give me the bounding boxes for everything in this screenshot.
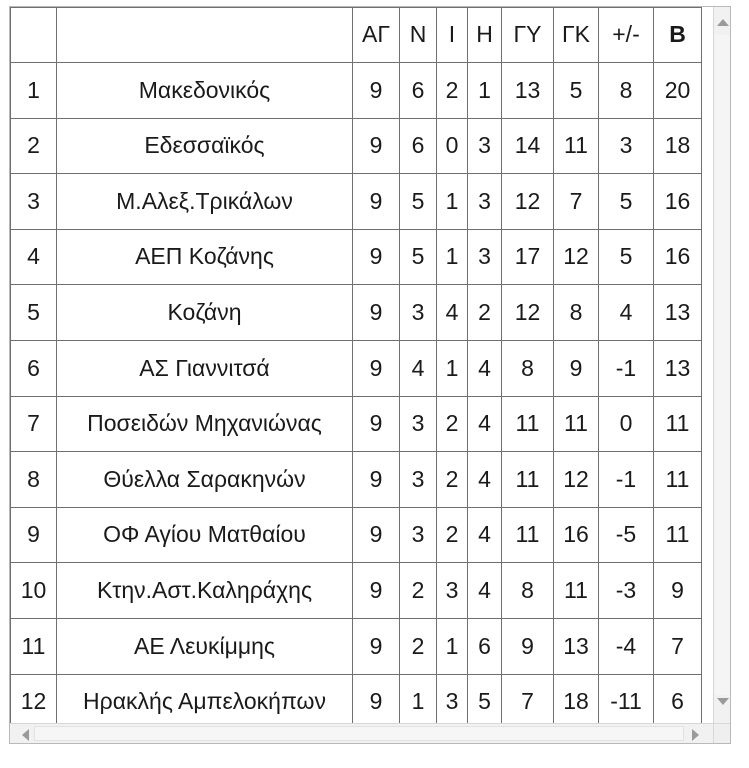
cell-rank: 5 — [11, 285, 57, 341]
cell-wins: 3 — [400, 396, 437, 452]
cell-matches-played: 9 — [353, 174, 400, 230]
cell-goals-for: 7 — [502, 674, 554, 723]
cell-losses: 3 — [468, 174, 502, 230]
standings-table-body — [11, 63, 702, 724]
cell-losses: 4 — [468, 340, 502, 396]
cell-rank: 9 — [11, 507, 57, 563]
cell-team-name: Κοζάνη — [57, 285, 353, 341]
cell-team-name: ΑΣ Γιαννιτσά — [57, 340, 353, 396]
cell-goal-difference: 5 — [599, 174, 654, 230]
scroll-right-arrow-icon[interactable] — [692, 729, 699, 741]
header-losses: Η — [468, 8, 502, 63]
header-wins: Ν — [400, 8, 437, 63]
table-row[interactable] — [11, 174, 702, 230]
cell-goal-difference: 0 — [599, 396, 654, 452]
header-points: Β — [654, 8, 702, 63]
cell-draws: 1 — [437, 229, 468, 285]
cell-goals-for: 12 — [502, 285, 554, 341]
cell-goals-for: 9 — [502, 618, 554, 674]
cell-points: 20 — [654, 63, 702, 119]
cell-draws: 3 — [437, 674, 468, 723]
cell-goals-for: 14 — [502, 118, 554, 174]
cell-goals-against: 11 — [554, 118, 599, 174]
cell-matches-played: 9 — [353, 340, 400, 396]
cell-team-name: Εδεσσαϊκός — [57, 118, 353, 174]
cell-goals-for: 13 — [502, 63, 554, 119]
cell-points: 7 — [654, 618, 702, 674]
standings-scroll-pane — [9, 6, 731, 744]
cell-goals-for: 11 — [502, 396, 554, 452]
header-row — [11, 8, 702, 63]
cell-team-name: ΟΦ Αγίου Ματθαίου — [57, 507, 353, 563]
cell-goal-difference: -4 — [599, 618, 654, 674]
cell-rank: 4 — [11, 229, 57, 285]
cell-losses: 1 — [468, 63, 502, 119]
table-row[interactable] — [11, 285, 702, 341]
cell-wins: 5 — [400, 229, 437, 285]
header-goal-difference: +/- — [599, 8, 654, 63]
scrollbar-corner — [713, 723, 730, 743]
cell-rank: 3 — [11, 174, 57, 230]
cell-wins: 2 — [400, 563, 437, 619]
cell-goals-for: 11 — [502, 452, 554, 508]
cell-draws: 2 — [437, 452, 468, 508]
cell-draws: 1 — [437, 174, 468, 230]
cell-team-name: Κτην.Αστ.Καληράχης — [57, 563, 353, 619]
cell-losses: 4 — [468, 452, 502, 508]
cell-matches-played: 9 — [353, 618, 400, 674]
horizontal-scrollbar-thumb[interactable] — [34, 726, 684, 741]
cell-rank: 8 — [11, 452, 57, 508]
cell-losses: 4 — [468, 507, 502, 563]
vertical-scrollbar[interactable] — [713, 7, 730, 723]
cell-draws: 3 — [437, 563, 468, 619]
scroll-down-arrow-icon[interactable] — [717, 698, 729, 705]
table-row[interactable] — [11, 118, 702, 174]
cell-wins: 2 — [400, 618, 437, 674]
cell-wins: 3 — [400, 285, 437, 341]
cell-goals-for: 17 — [502, 229, 554, 285]
cell-losses: 6 — [468, 618, 502, 674]
cell-goals-for: 11 — [502, 507, 554, 563]
table-row[interactable] — [11, 63, 702, 119]
cell-team-name: Μακεδονικός — [57, 63, 353, 119]
cell-wins: 3 — [400, 452, 437, 508]
cell-points: 16 — [654, 229, 702, 285]
table-row[interactable] — [11, 507, 702, 563]
cell-points: 9 — [654, 563, 702, 619]
cell-goals-for: 12 — [502, 174, 554, 230]
cell-team-name: Μ.Αλεξ.Τρικάλων — [57, 174, 353, 230]
cell-rank: 11 — [11, 618, 57, 674]
standings-table — [10, 7, 702, 723]
cell-goals-against: 8 — [554, 285, 599, 341]
cell-wins: 1 — [400, 674, 437, 723]
cell-points: 13 — [654, 285, 702, 341]
cell-draws: 0 — [437, 118, 468, 174]
cell-goals-for: 8 — [502, 340, 554, 396]
cell-matches-played: 9 — [353, 674, 400, 723]
cell-wins: 3 — [400, 507, 437, 563]
cell-goal-difference: 4 — [599, 285, 654, 341]
cell-matches-played: 9 — [353, 452, 400, 508]
cell-points: 18 — [654, 118, 702, 174]
cell-goals-against: 11 — [554, 563, 599, 619]
cell-draws: 1 — [437, 618, 468, 674]
cell-draws: 2 — [437, 63, 468, 119]
cell-matches-played: 9 — [353, 229, 400, 285]
cell-rank: 2 — [11, 118, 57, 174]
cell-rank: 7 — [11, 396, 57, 452]
cell-goals-against: 5 — [554, 63, 599, 119]
cell-matches-played: 9 — [353, 396, 400, 452]
cell-team-name: Θύελλα Σαρακηνών — [57, 452, 353, 508]
cell-losses: 3 — [468, 118, 502, 174]
cell-wins: 5 — [400, 174, 437, 230]
cell-matches-played: 9 — [353, 563, 400, 619]
cell-goal-difference: -1 — [599, 452, 654, 508]
table-row[interactable] — [11, 452, 702, 508]
cell-goals-for: 8 — [502, 563, 554, 619]
table-row[interactable] — [11, 618, 702, 674]
cell-rank: 12 — [11, 674, 57, 723]
cell-goals-against: 11 — [554, 396, 599, 452]
cell-goals-against: 16 — [554, 507, 599, 563]
horizontal-scrollbar[interactable] — [10, 723, 713, 743]
cell-wins: 6 — [400, 118, 437, 174]
cell-points: 11 — [654, 452, 702, 508]
cell-goals-against: 18 — [554, 674, 599, 723]
cell-goals-against: 9 — [554, 340, 599, 396]
table-row[interactable] — [11, 563, 702, 619]
header-rank — [11, 8, 57, 63]
cell-points: 11 — [654, 507, 702, 563]
cell-points: 11 — [654, 396, 702, 452]
standings-table-viewport — [10, 7, 713, 723]
cell-team-name: ΑΕ Λευκίμμης — [57, 618, 353, 674]
vertical-scrollbar-track[interactable] — [715, 35, 730, 695]
cell-losses: 3 — [468, 229, 502, 285]
cell-goals-against: 7 — [554, 174, 599, 230]
cell-goals-against: 12 — [554, 452, 599, 508]
cell-team-name: Ποσειδών Μηχανιώνας — [57, 396, 353, 452]
cell-rank: 1 — [11, 63, 57, 119]
cell-matches-played: 9 — [353, 63, 400, 119]
header-team — [57, 8, 353, 63]
cell-losses: 4 — [468, 396, 502, 452]
cell-points: 6 — [654, 674, 702, 723]
cell-goals-against: 12 — [554, 229, 599, 285]
cell-points: 16 — [654, 174, 702, 230]
cell-wins: 6 — [400, 63, 437, 119]
cell-matches-played: 9 — [353, 118, 400, 174]
cell-team-name: Ηρακλής Αμπελοκήπων — [57, 674, 353, 723]
header-draws: Ι — [437, 8, 468, 63]
cell-goal-difference: -5 — [599, 507, 654, 563]
cell-draws: 4 — [437, 285, 468, 341]
table-row[interactable] — [11, 396, 702, 452]
cell-goal-difference: -1 — [599, 340, 654, 396]
cell-losses: 4 — [468, 563, 502, 619]
cell-losses: 5 — [468, 674, 502, 723]
cell-points: 13 — [654, 340, 702, 396]
cell-team-name: ΑΕΠ Κοζάνης — [57, 229, 353, 285]
scroll-left-arrow-icon[interactable] — [22, 729, 29, 741]
cell-goal-difference: 5 — [599, 229, 654, 285]
cell-rank: 10 — [11, 563, 57, 619]
scroll-up-arrow-icon[interactable] — [717, 19, 729, 26]
table-row[interactable] — [11, 674, 702, 723]
cell-goal-difference: -11 — [599, 674, 654, 723]
table-row[interactable] — [11, 340, 702, 396]
cell-rank: 6 — [11, 340, 57, 396]
cell-goal-difference: 3 — [599, 118, 654, 174]
cell-matches-played: 9 — [353, 507, 400, 563]
header-goals-for: ΓΥ — [502, 8, 554, 63]
cell-goals-against: 13 — [554, 618, 599, 674]
cell-goal-difference: 8 — [599, 63, 654, 119]
header-matches-played: ΑΓ — [353, 8, 400, 63]
cell-draws: 2 — [437, 396, 468, 452]
cell-matches-played: 9 — [353, 285, 400, 341]
header-goals-against: ΓΚ — [554, 8, 599, 63]
cell-draws: 2 — [437, 507, 468, 563]
standings-table-head — [11, 8, 702, 63]
cell-goal-difference: -3 — [599, 563, 654, 619]
cell-losses: 2 — [468, 285, 502, 341]
cell-draws: 1 — [437, 340, 468, 396]
table-row[interactable] — [11, 229, 702, 285]
cell-wins: 4 — [400, 340, 437, 396]
